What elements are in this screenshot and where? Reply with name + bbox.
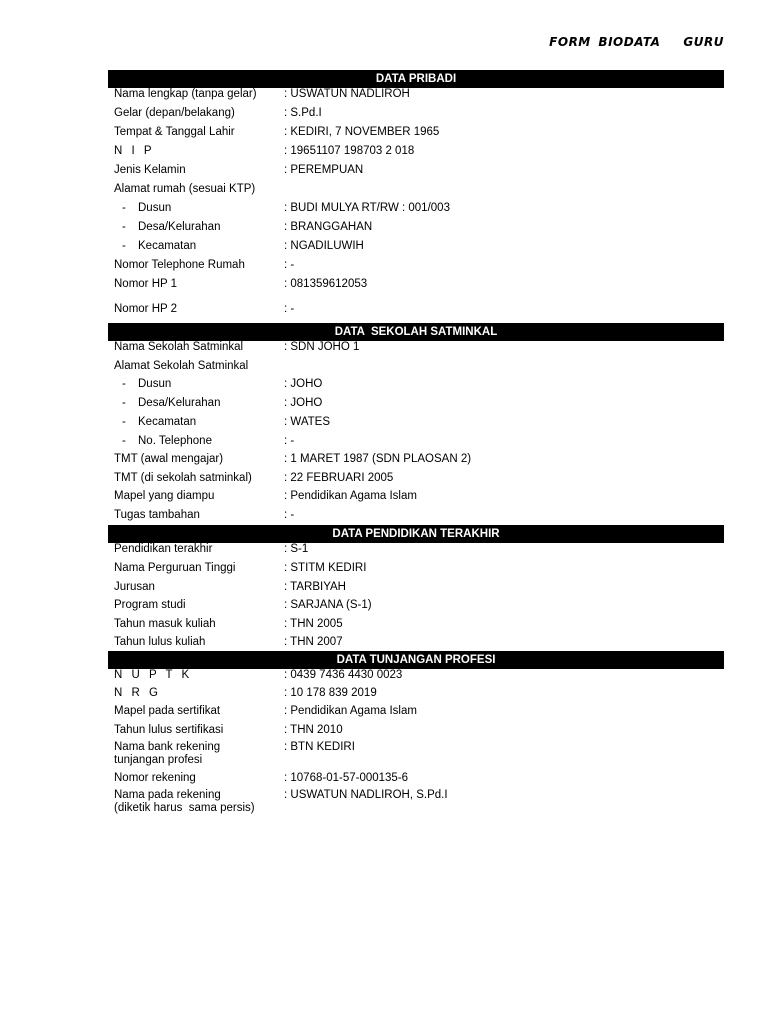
label: Tugas tambahan [114, 509, 200, 521]
bullet: - [122, 378, 126, 390]
section-header-data-tunjangan: DATA TUNJANGAN PROFESI [108, 651, 724, 669]
label: Nomor HP 1 [114, 278, 178, 290]
row-mapel-diampu [108, 490, 724, 509]
label: Nama Perguruan Tinggi [114, 562, 236, 574]
label: Kecamatan [138, 416, 197, 428]
value: : BUDI MULYA RT/RW : 001/003 [284, 202, 450, 214]
row-nuptk [108, 669, 724, 687]
label: Desa/Kelurahan [138, 221, 221, 233]
row-pendidikan-terakhir [108, 543, 724, 562]
value: : S.Pd.I [284, 107, 322, 119]
label: Jenis Kelamin [114, 164, 186, 176]
row-nip [108, 145, 724, 164]
row-sekolah-desa [108, 397, 724, 416]
row-nama-sekolah [108, 341, 724, 360]
label: Nama lengkap (tanpa gelar) [114, 88, 257, 100]
label: Program studi [114, 599, 186, 611]
value: : PEREMPUAN [284, 164, 364, 176]
row-nama-lengkap [108, 88, 724, 107]
label: Gelar (depan/belakang) [114, 107, 235, 119]
value: : USWATUN NADLIROH [284, 88, 410, 100]
value: : 081359612053 [284, 278, 368, 290]
label: Nama pada rekening (diketik harus sama persis) [114, 789, 255, 814]
label: Nomor HP 2 [114, 303, 178, 315]
label: No. Telephone [138, 435, 212, 447]
section-header-data-pribadi: DATA PRIBADI [108, 70, 724, 88]
value: : 10768-01-57-000135-6 [284, 772, 409, 784]
row-nama-bank [108, 741, 724, 772]
value: : - [284, 303, 295, 315]
row-mapel-sertifikat [108, 705, 724, 724]
row-sekolah-kecamatan [108, 416, 724, 435]
value: : BRANGGAHAN [284, 221, 373, 233]
bullet: - [122, 221, 126, 233]
value: : 0439 7436 4430 0023 [284, 669, 403, 681]
value: : Pendidikan Agama Islam [284, 490, 417, 502]
row-program-studi [108, 599, 724, 618]
value: : - [284, 259, 295, 271]
value: : - [284, 435, 295, 447]
value: : THN 2007 [284, 636, 343, 648]
value: : S-1 [284, 543, 309, 555]
label: Tempat & Tanggal Lahir [114, 126, 235, 138]
bullet: - [122, 435, 126, 447]
row-tahun-masuk [108, 618, 724, 636]
row-hp2 [108, 303, 724, 319]
row-desa [108, 221, 724, 240]
value: : JOHO [284, 378, 323, 390]
row-kecamatan [108, 240, 724, 259]
label: Nomor Telephone Rumah [114, 259, 245, 271]
value: : KEDIRI, 7 NOVEMBER 1965 [284, 126, 440, 138]
value: : 22 FEBRUARI 2005 [284, 472, 394, 484]
value: : SDN JOHO 1 [284, 341, 360, 353]
row-tmt-awal [108, 453, 724, 472]
label: Desa/Kelurahan [138, 397, 221, 409]
label: N I P [114, 145, 155, 157]
label: Jurusan [114, 581, 155, 593]
label: Kecamatan [138, 240, 197, 252]
row-gelar [108, 107, 724, 126]
row-tahun-lulus-sertifikasi [108, 724, 724, 741]
label: Dusun [138, 202, 172, 214]
label: Mapel pada sertifikat [114, 705, 221, 717]
label: Dusun [138, 378, 172, 390]
label: N R G [114, 687, 161, 699]
row-tmt-satminkal [108, 472, 724, 490]
value: : - [284, 509, 295, 521]
section-header-data-sekolah: DATA SEKOLAH SATMINKAL [108, 323, 724, 341]
bullet: - [122, 202, 126, 214]
value: : THN 2005 [284, 618, 343, 630]
form-title: FORM BIODATA GURU [549, 35, 724, 49]
bullet: - [122, 397, 126, 409]
row-hp1 [108, 278, 724, 303]
value: : 1 MARET 1987 (SDN PLAOSAN 2) [284, 453, 472, 465]
bullet: - [122, 240, 126, 252]
row-perguruan-tinggi [108, 562, 724, 581]
row-alamat-sekolah [108, 360, 724, 378]
label: Tahun lulus kuliah [114, 636, 206, 648]
label: Alamat Sekolah Satminkal [114, 360, 249, 372]
label: Nomor rekening [114, 772, 196, 784]
section-header-data-pendidikan: DATA PENDIDIKAN TERAKHIR [108, 525, 724, 543]
row-sekolah-dusun [108, 378, 724, 397]
row-nomor-rekening [108, 772, 724, 789]
label: Pendidikan terakhir [114, 543, 213, 555]
row-jenis-kelamin [108, 164, 724, 183]
value: : THN 2010 [284, 724, 343, 736]
label: TMT (di sekolah satminkal) [114, 472, 252, 484]
bullet: - [122, 416, 126, 428]
value: : JOHO [284, 397, 323, 409]
value: : WATES [284, 416, 330, 428]
biodata-form [108, 70, 724, 819]
row-tempat-tanggal-lahir [108, 126, 724, 145]
label: Tahun masuk kuliah [114, 618, 216, 630]
row-alamat-rumah [108, 183, 724, 202]
row-sekolah-telephone [108, 435, 724, 453]
value: : SARJANA (S-1) [284, 599, 372, 611]
value: : USWATUN NADLIROH, S.Pd.I [284, 789, 448, 801]
row-jurusan [108, 581, 724, 599]
label: Nama Sekolah Satminkal [114, 341, 244, 353]
label: Tahun lulus sertifikasi [114, 724, 224, 736]
label: Alamat rumah (sesuai KTP) [114, 183, 256, 195]
value: : 10 178 839 2019 [284, 687, 377, 699]
value: : TARBIYAH [284, 581, 346, 593]
value: : 19651107 198703 2 018 [284, 145, 415, 157]
label: Mapel yang diampu [114, 490, 215, 502]
row-tahun-lulus [108, 636, 724, 651]
row-dusun [108, 202, 724, 221]
label: Nama bank rekening tunjangan profesi [114, 741, 221, 766]
value: : Pendidikan Agama Islam [284, 705, 417, 717]
label: N U P T K [114, 669, 193, 681]
row-tugas-tambahan [108, 509, 724, 525]
value: : BTN KEDIRI [284, 741, 355, 753]
value: : STITM KEDIRI [284, 562, 367, 574]
value: : NGADILUWIH [284, 240, 364, 252]
row-nama-rekening [108, 789, 724, 819]
row-telephone-rumah [108, 259, 724, 278]
label: TMT (awal mengajar) [114, 453, 224, 465]
row-nrg [108, 687, 724, 705]
